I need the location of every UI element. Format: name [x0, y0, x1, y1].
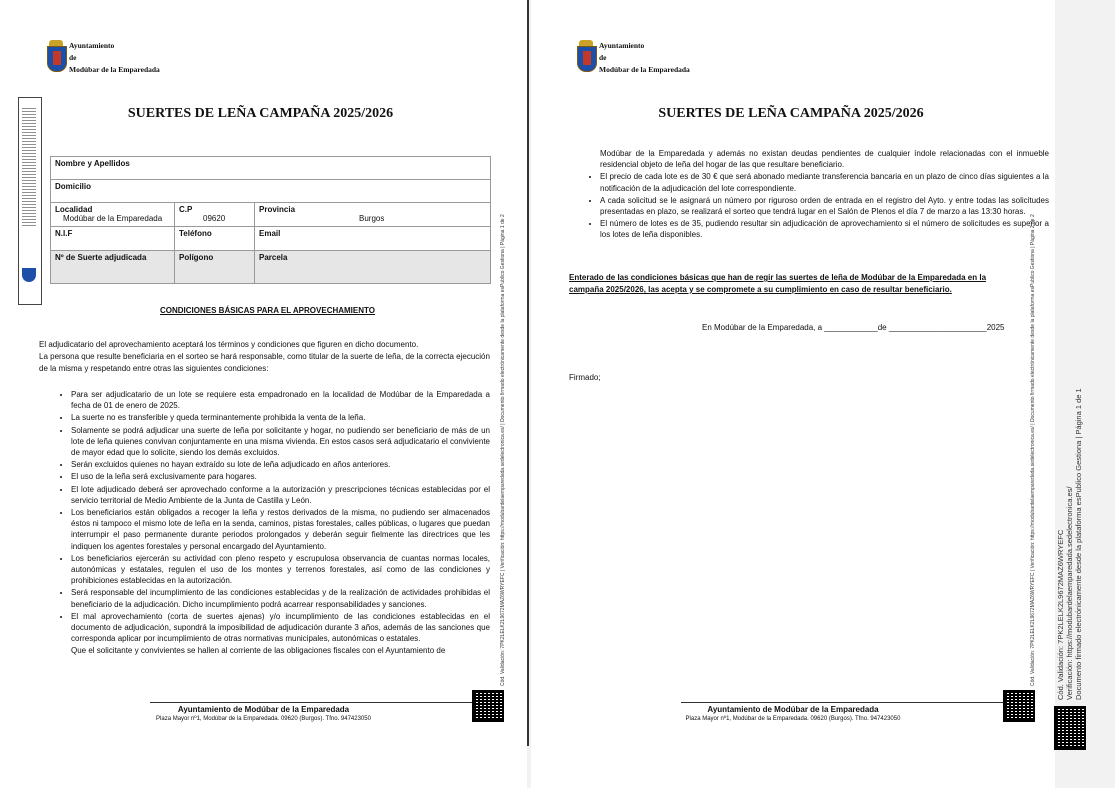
- logo-line-3: Modúbar de la Emparedada: [69, 65, 160, 74]
- condition-item: • Será responsable del incumplimiento de las condiciones establecidas y de la realización de actividades prohibidas el beneficiario de la adjudicación. Dicho incumplimiento podrá acarrear responsabilidades y sanciones.: [71, 587, 490, 609]
- registry-stamp: [18, 97, 42, 305]
- outer-verification-line-2: Verificación: https://modubardelaemparedada.sedelectronica.es/: [1065, 486, 1074, 700]
- condition-item: • El precio de cada lote es de 30 € que será abonado mediante transferencia bancaria en un plazo de cinco días siguientes a la notificación de la adjudicación del lote correspondiente.: [600, 171, 1049, 193]
- condition-item: • La suerte no es transferible y queda terminantemente prohibida la venta de la leña.: [71, 412, 490, 423]
- footer-rule: [150, 702, 490, 703]
- document-page-1: [0, 0, 527, 788]
- condition-item: Modúbar de la Emparedada y además no existan deudas pendientes de cualquier índole relacionadas con el inmueble residencial objeto de leña del hogar de las que resultare beneficiario.: [600, 149, 1049, 170]
- condition-item: • Serán excluidos quienes no hayan extraído su lote de leña adjudicado en años anteriores.: [71, 459, 490, 470]
- municipal-logo: [46, 40, 160, 76]
- page-footer: [531, 705, 1055, 722]
- intro-paragraph-2: La persona que resulte beneficiaria en el sorteo se hará responsable, como titular de la suerte de leña, de la correcta ejecución de la misma y respetando entre otras las siguientes condiciones:: [39, 352, 490, 373]
- qr-code-icon: [472, 690, 504, 722]
- provincia-label: Provincia: [259, 205, 296, 214]
- municipal-logo: [576, 40, 690, 76]
- page-footer: [0, 705, 527, 722]
- footer-line-1: Ayuntamiento de Modúbar de la Emparedada: [177, 705, 350, 714]
- condition-item: • Los beneficiarios ejercerán su actividad con pleno respeto y escrupulosa observancia de cuantas normas locales, autonómicas y estatales, regulen el uso de los montes y terrenos forestales, así como de las condiciones y prohibiciones establecidas en la autorización.: [71, 553, 490, 587]
- condition-item: • Para ser adjudicatario de un lote se requiere esta empadronado en la localidad de Modúbar de la Emparedada a fecha de 01 de enero de 2025.: [71, 389, 490, 411]
- footer-line-1: Ayuntamiento de Modúbar de la Emparedada: [707, 705, 879, 714]
- parcela-label: Parcela: [259, 253, 288, 262]
- condition-item: • Solamente se podrá adjudicar una suerte de leña por solicitante y hogar, no pudiendo ser beneficiario de más de un lote de leña quienes convivan conjuntamente en una misma vivienda. En estos casos será adjudicatario el conviviente de mayor edad que lo solicite, siendo los demás excluidos.: [71, 425, 490, 459]
- condition-item: • Los beneficiarios están obligados a recoger la leña y restos derivados de la misma, no pudiendo ser almacenados éstos ni tampoco el mismo lote de leña en la senda, caminos, pistas forestales, calles públicas, o lugares que puedan interrumpir el paso permanente durante periodos prolongados y deberán seguir fielmente las directrices que les indiquen los agentes forestales y personal encargado del Ayuntamiento.: [71, 507, 490, 552]
- localidad-value: Modúbar de la Emparedada: [63, 214, 163, 223]
- coat-of-arms-icon: [576, 40, 596, 76]
- coat-of-arms-icon: [46, 40, 66, 76]
- telefono-label: Teléfono: [179, 229, 212, 238]
- outer-verification-line-1: Cód. Validación: 7PK2LELK2L9672MAZ6WRYEFC: [1056, 529, 1065, 700]
- footer-line-2: Plaza Mayor nº1, Modúbar de la Emparedada. 09620 (Burgos). Tfno. 947423050: [156, 716, 371, 722]
- logo-line-1: Ayuntamiento: [599, 41, 645, 50]
- verification-side-text: Cód. Validación: 7PK2LELK2L9672MAZ6WRYEFC | Verificación: https://modubardelaemparedada.sedelectronica.es/ | Documento firmado electrónicamente desde la plataforma esPublico Gestiona | Página 2 de 2: [1030, 214, 1036, 686]
- logo-line-3: Modúbar de la Emparedada: [599, 65, 690, 74]
- condition-item: • El mal aprovechamiento (corta de suertes ajenas) y/o incumplimiento de las condiciones establecidas en el documento de adjudicación, supondrá la imposibilidad de adjudicación durante 3 años, además de las sanciones que corresponda aplicar por incumplimiento de otras normativas municipales, autonómicas o estatales.: [71, 611, 490, 645]
- condition-item: • El lote adjudicado deberá ser aprovechado conforme a la autorización y prescripciones técnicas establecidas por el servicio territorial de Medio Ambiente de la Junta de Castilla y León.: [71, 484, 490, 506]
- date-line: En Modúbar de la Emparedada, a ____________de ______________________2025: [702, 323, 1005, 332]
- outer-verification-line-3: Documento firmado electrónicamente desde la plataforma esPublico Gestiona | Página 1 de 1: [1074, 388, 1083, 700]
- poligono-label: Polígono: [179, 253, 214, 262]
- intro-paragraph-1: El adjudicatario del aprovechamiento aceptará los términos y condiciones que figuren en dicho documento.: [39, 340, 419, 349]
- provincia-value: Burgos: [359, 214, 385, 223]
- cp-label: C.P: [179, 205, 193, 214]
- condition-item: • Que el solicitante y convivientes se hallen al corriente de las obligaciones fiscales con el Ayuntamiento de: [71, 645, 490, 655]
- condition-item: • El número de lotes es de 35, pudiendo resultar sin adjudicación de aprovechamiento si el número de solicitudes es superior a los lotes de leña disponibles.: [600, 218, 1049, 240]
- conditions-list: [39, 389, 490, 656]
- page-title: SUERTES DE LEÑA CAMPAÑA 2025/2026: [658, 106, 924, 121]
- nombre-label: Nombre y Apellidos: [55, 159, 130, 168]
- nif-label: N.I.F: [55, 229, 73, 238]
- email-label: Email: [259, 229, 281, 238]
- conditions-title: CONDICIONES BÁSICAS PARA EL APROVECHAMIENTO: [160, 306, 375, 315]
- logo-line-2: de: [599, 53, 607, 62]
- footer-rule: [681, 702, 1021, 703]
- qr-code-icon: [1003, 690, 1035, 722]
- suerte-label: Nº de Suerte adjudicada: [55, 253, 147, 262]
- acceptance-statement: Enterado de las condiciones básicas que han de regir las suertes de leña de Modúbar de la Emparedada en la campaña 2025/2026, las acepta y se compromete a su cumplimiento en caso de resultar beneficiario.: [569, 273, 987, 294]
- condition-item: • A cada solicitud se le asignará un número por riguroso orden de entrada en el registro del Ayto. y entre todas las solicitudes presentadas en plazo, se realizará el sorteo que tendrá lugar en el Salón de Plenos el día 7 de marzo a las 13:30 horas.: [600, 195, 1049, 217]
- localidad-label: Localidad: [55, 205, 93, 214]
- condition-item: • El uso de la leña será exclusivamente para hogares.: [71, 471, 490, 482]
- page-title: SUERTES DE LEÑA CAMPAÑA 2025/2026: [127, 106, 394, 121]
- qr-code-icon: [1054, 706, 1086, 750]
- applicant-form: [50, 156, 491, 284]
- verification-side-text: Cód. Validación: 7PK2LELK2L9672MAZ6WRYEFC | Verificación: https://modubardelaemparedada.sedelectronica.es/ | Documento firmado electrónicamente desde la plataforma esPublico Gestiona | Página 1 de 2: [500, 214, 506, 686]
- page-divider: [527, 0, 529, 746]
- outer-verification-text: [1056, 388, 1083, 700]
- document-page-2: [531, 0, 1055, 788]
- footer-line-2: Plaza Mayor nº1, Modúbar de la Emparedada. 09620 (Burgos). Tfno. 947423050: [685, 716, 901, 722]
- cp-value: 09620: [203, 214, 226, 223]
- logo-line-2: de: [69, 53, 77, 62]
- conditions-list-continued: [568, 148, 1049, 242]
- domicilio-label: Domicilio: [55, 182, 92, 191]
- signature-label: Firmado;: [569, 373, 601, 382]
- logo-line-1: Ayuntamiento: [69, 41, 115, 50]
